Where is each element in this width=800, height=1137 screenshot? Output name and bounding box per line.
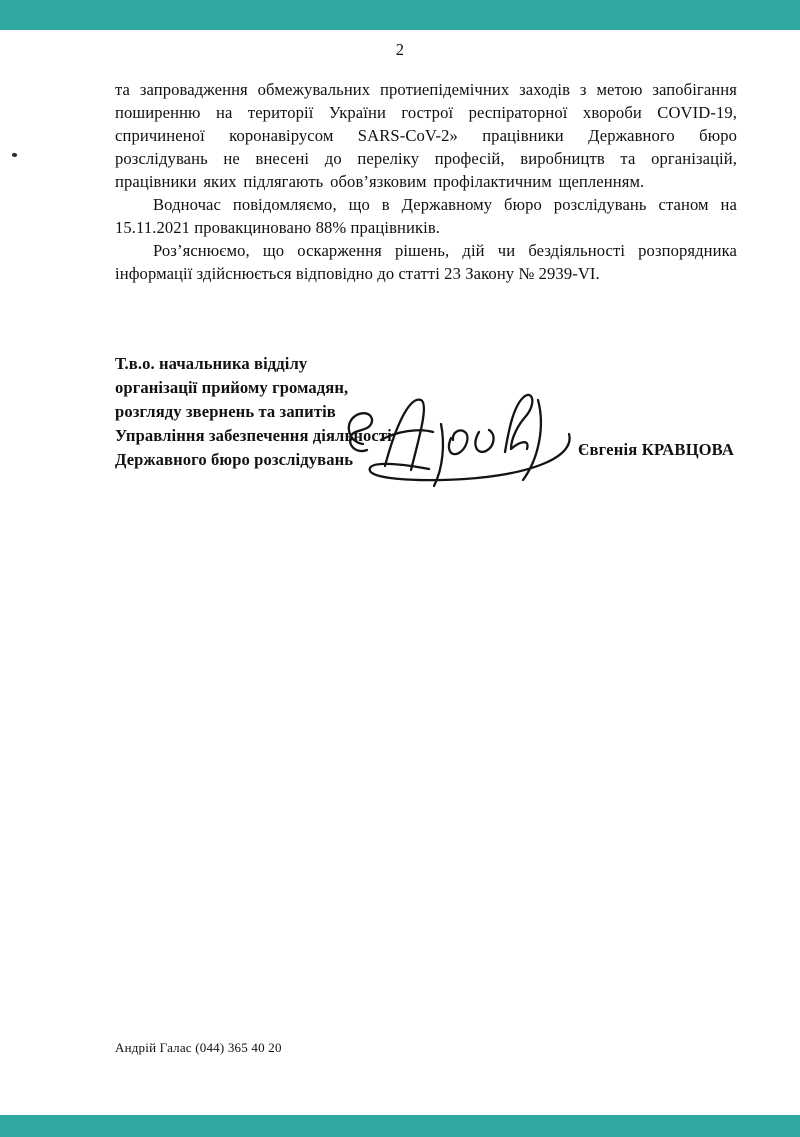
signature-title-line: розгляду звернень та запитів	[115, 402, 336, 421]
paragraph-vaccination-rate: Водночас повідомляємо, що в Державному бюро розслідувань станом на 15.11.2021 провакциновано 88% працівників.	[115, 195, 737, 237]
scan-edge-top	[0, 0, 800, 30]
handwritten-signature-icon	[333, 386, 589, 502]
footer-contact: Андрій Галас (044) 365 40 20	[115, 1040, 282, 1055]
signer-name: Євгенія КРАВЦОВА	[578, 440, 735, 459]
paragraph-covid-exemption: та запровадження обмежувальних протиепідемічних заходів з метою запобігання поширенню на території України гострої респіраторної хвороби COVID-19, спричиненої коронавірусом SARS-CoV-2» працівники Державного бюро розслідувань не внесені до переліку професій, виробництв та організацій, працівники яких підлягають обов’язковим профілактичним щепленням.	[115, 80, 737, 191]
signature-title-line: Управління забезпечення діяльності	[115, 426, 392, 445]
scan-artifact-dot	[11, 152, 17, 157]
scan-edge-bottom	[0, 1115, 800, 1137]
page-number: 2	[395, 40, 405, 59]
signature-title-line: організації прийому громадян,	[115, 378, 349, 397]
paragraph-appeal-clause: Роз’яснюємо, що оскарження рішень, дій чи бездіяльності розпорядника інформації здійснюється відповідно до статті 23 Закону № 2939-VI.	[115, 241, 737, 283]
signature-title-line: Державного бюро розслідувань	[115, 450, 354, 469]
signature-title-line: Т.в.о. начальника відділу	[115, 354, 308, 373]
document-body	[115, 78, 737, 285]
